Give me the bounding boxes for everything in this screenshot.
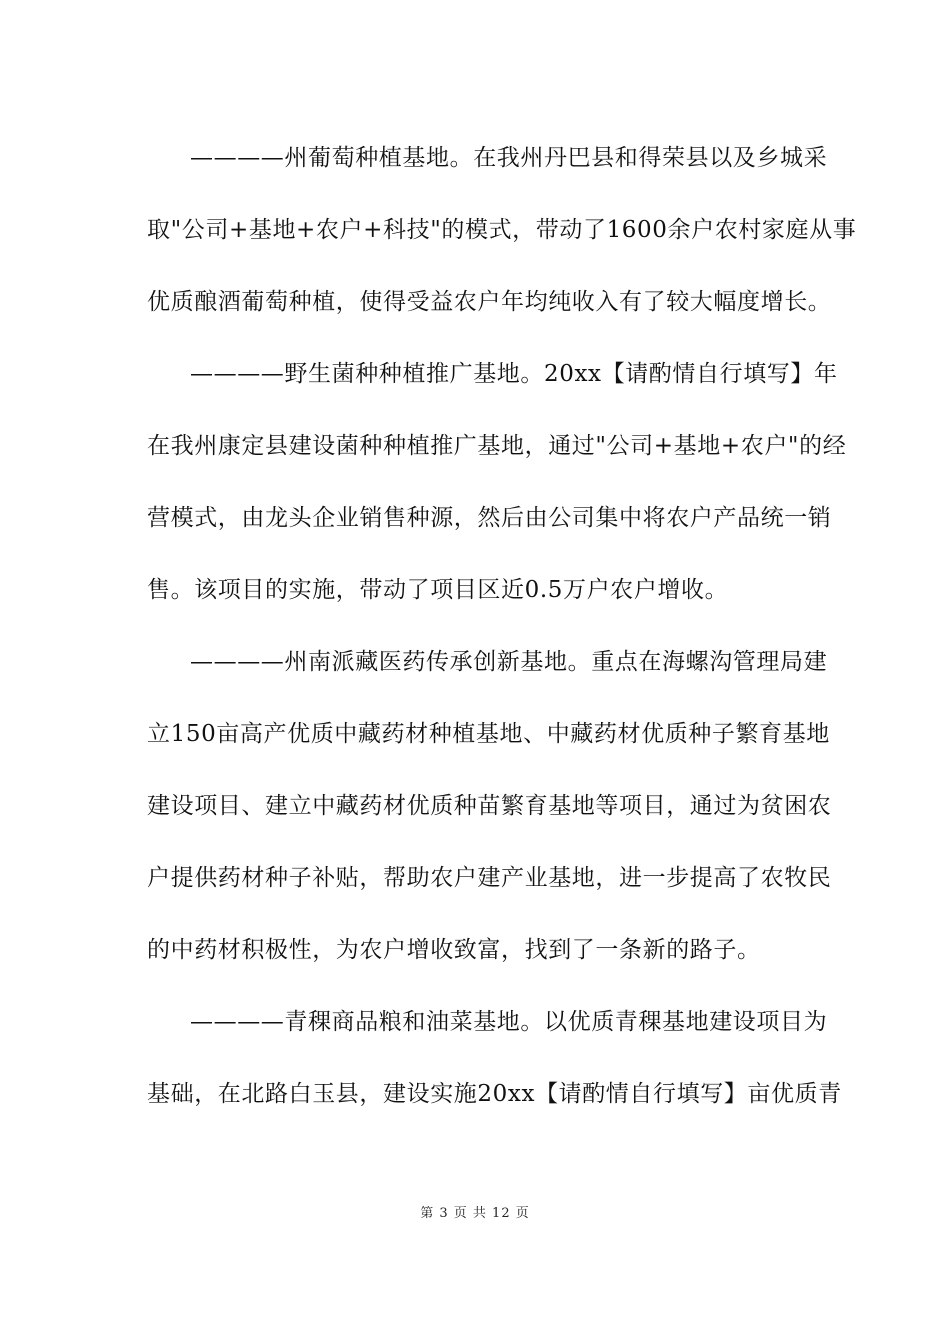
paragraph-mushroom-line-4: 售。该项目的实施，带动了项目区近0.5万户农户增收。: [147, 577, 729, 603]
paragraph-medicine-line-2: 立150亩高产优质中藏药材种植基地、中藏药材优质种子繁育基地: [147, 721, 830, 747]
paragraph-medicine-line-4: 户提供药材种子补贴，帮助农户建产业基地，进一步提高了农牧民: [147, 865, 832, 891]
paragraph-medicine-line-3: 建设项目、建立中藏药材优质种苗繁育基地等项目，通过为贫困农: [147, 793, 832, 819]
paragraph-barley-line-2: 基础，在北路白玉县，建设实施20xx【请酌情自行填写】亩优质青: [147, 1081, 842, 1107]
paragraph-grape-line-3: 优质酿酒葡萄种植，使得受益农户年均纯收入有了较大幅度增长。: [147, 289, 832, 315]
paragraph-medicine-line-1: ————州南派藏医药传承创新基地。重点在海螺沟管理局建: [190, 649, 828, 675]
paragraph-barley-line-1: ————青稞商品粮和油菜基地。以优质青稞基地建设项目为: [190, 1009, 828, 1035]
paragraph-grape-line-2: 取"公司+基地+农户+科技"的模式，带动了1600余户农村家庭从事: [147, 217, 857, 243]
paragraph-mushroom-line-1: ————野生菌种种植推广基地。20xx【请酌情自行填写】年: [190, 361, 838, 387]
paragraph-grape-line-1: ————州葡萄种植基地。在我州丹巴县和得荣县以及乡城采: [190, 145, 828, 171]
paragraph-medicine-line-5: 的中药材积极性，为农户增收致富，找到了一条新的路子。: [147, 937, 761, 963]
paragraph-mushroom-line-3: 营模式，由龙头企业销售种源，然后由公司集中将农户产品统一销: [147, 505, 832, 531]
paragraph-mushroom-line-2: 在我州康定县建设菌种种植推广基地，通过"公司+基地+农户"的经: [147, 433, 847, 459]
page-number-footer: 第 3 页 共 12 页: [420, 1206, 530, 1221]
